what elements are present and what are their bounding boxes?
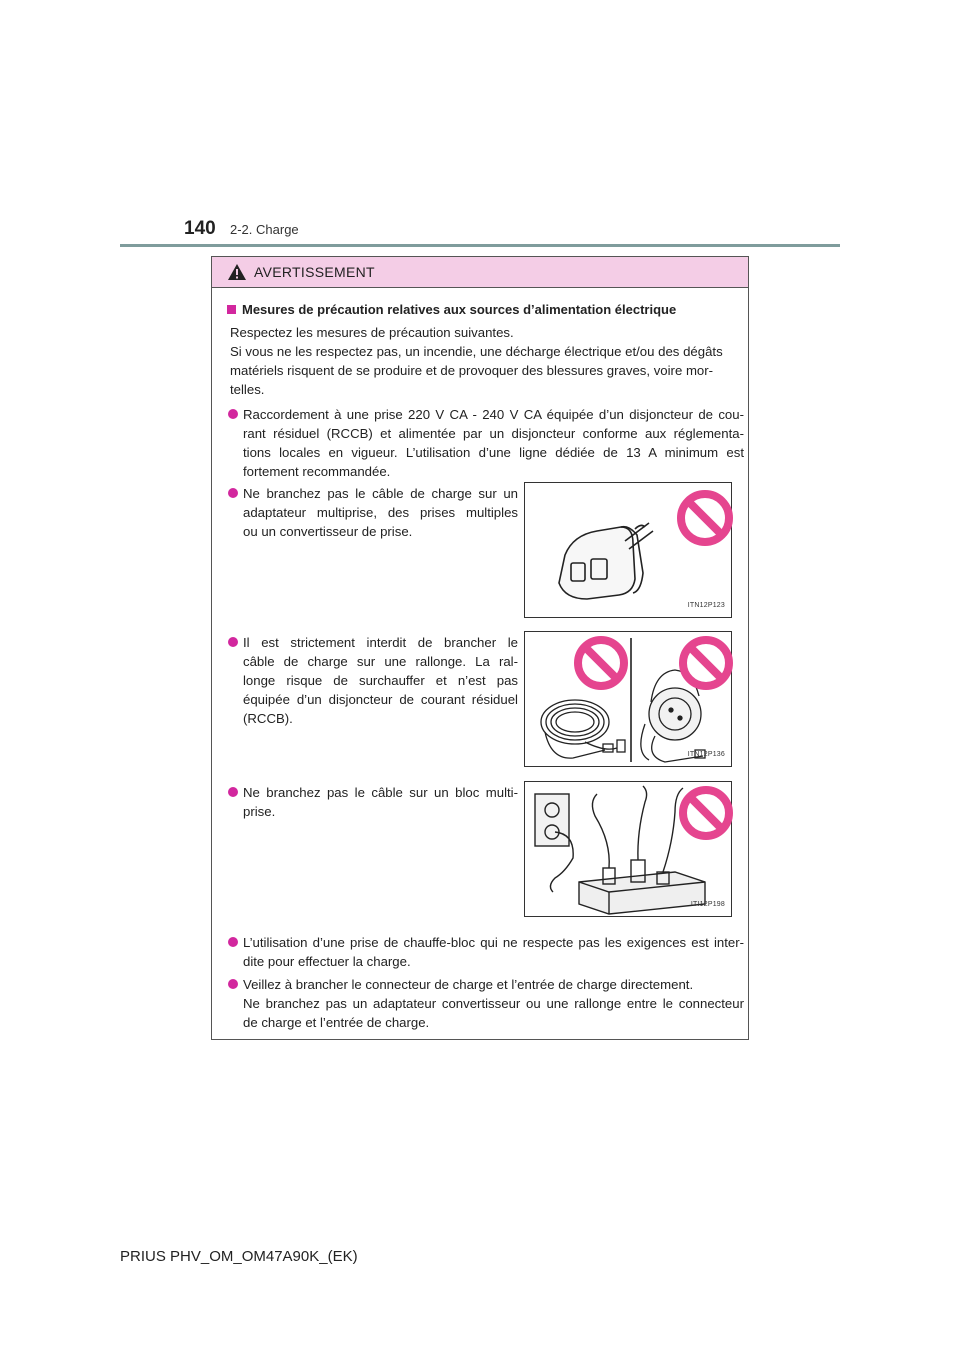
bullet-item (228, 405, 744, 481)
bullet-line: Il est strictement interdit de brancher le (243, 635, 518, 650)
bullet-line: tions locales en vigueur. L’utilisation d’une ligne dédiée de 13 A minimum est (243, 445, 744, 460)
bullet-line: de charge et l’entrée de charge. (243, 1015, 430, 1030)
prohibition-icon-right (683, 640, 729, 686)
bullet-line: dite pour effectuer la charge. (243, 954, 411, 969)
bullet-line: rant résiduel (RCCB) et alimentée par un disjoncteur conforme aux réglementa- (243, 426, 744, 441)
intro-line: telles. (230, 382, 265, 397)
intro-paragraph (230, 323, 744, 399)
page-number: 140 (184, 218, 216, 239)
warning-subtitle (227, 300, 676, 319)
warning-title: AVERTISSEMENT (254, 264, 375, 280)
bullet-line: longe risque de surchauffer et n’est pas (243, 673, 518, 688)
bullet-dot-icon (228, 637, 238, 647)
bullet-dot-icon (228, 937, 238, 947)
bullet-line: Raccordement à une prise 220 V CA - 240 V CA équipée d’un disjoncteur de cou- (243, 407, 744, 422)
bullet-dot-icon (228, 488, 238, 498)
intro-line: Si vous ne les respectez pas, un incendie, une décharge électrique et/ou des dégâts (230, 344, 723, 359)
square-bullet-icon (227, 305, 236, 314)
bullet-line: Ne branchez pas le câble sur un bloc multi- (243, 785, 518, 800)
bullet-item (228, 933, 744, 971)
figure-code: ITI12P198 (690, 901, 725, 908)
document-code: PRIUS PHV_OM_OM47A90K_(EK) (120, 1248, 358, 1265)
figure-code: ITN12P136 (687, 751, 725, 758)
bullet-line: équipée d’un disjoncteur de courant résiduel (243, 692, 518, 707)
figure-power-strip (524, 781, 732, 917)
bullet-line: prise. (243, 804, 276, 819)
bullet-line: ou un convertisseur de prise. (243, 524, 413, 539)
bullet-item (228, 633, 518, 728)
figure-code: ITN12P123 (687, 602, 725, 609)
warning-box (211, 256, 749, 1040)
warning-triangle-icon (227, 263, 247, 281)
bullet-line: L’utilisation d’une prise de chauffe-bloc qui ne respecte pas les exigences est inter- (243, 935, 744, 950)
bullet-line: fortement recommandée. (243, 464, 391, 479)
bullet-dot-icon (228, 409, 238, 419)
bullet-line: câble de charge sur une rallonge. La ral- (243, 654, 518, 669)
bullet-dot-icon (228, 787, 238, 797)
bullet-line: Veillez à brancher le connecteur de charge et l’entrée de charge directement. (243, 977, 694, 992)
intro-line: Respectez les mesures de précaution suivantes. (230, 325, 514, 340)
bullet-dot-icon (228, 979, 238, 989)
bullet-line: adaptateur multiprise, des prises multiples (243, 505, 518, 520)
section-title: 2-2. Charge (230, 222, 299, 237)
figure-plug-adapter (524, 482, 732, 618)
warning-subtitle-text: Mesures de précaution relatives aux sources d’alimentation électrique (242, 302, 677, 317)
figure-extension-cord (524, 631, 732, 767)
bullet-line: (RCCB). (243, 711, 293, 726)
bullet-item (228, 484, 518, 541)
intro-line: matériels risquent de se produire et de provoquer des blessures graves, voire mor- (230, 363, 714, 378)
bullet-item (228, 783, 518, 821)
bullet-line: Ne branchez pas le câble de charge sur un (243, 486, 518, 501)
warning-content (212, 288, 748, 1039)
bullet-item (228, 975, 744, 1032)
warning-header (212, 257, 748, 288)
bullet-line: Ne branchez pas un adaptateur convertisseur ou une rallonge entre le connecteur (243, 996, 744, 1011)
prohibition-icon-left (578, 640, 624, 686)
header-divider (120, 244, 840, 247)
